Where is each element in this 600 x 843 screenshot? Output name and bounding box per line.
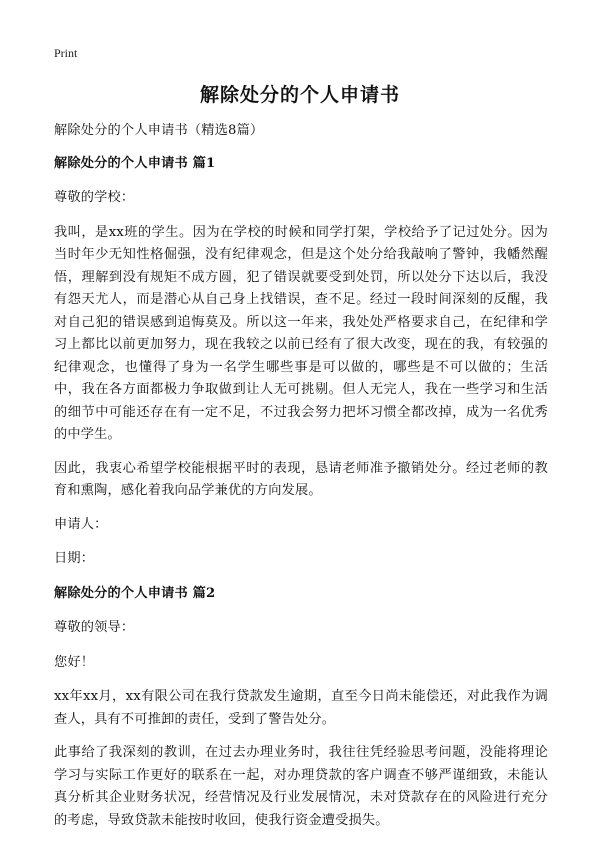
document-body — [54, 120, 548, 843]
applicant-label: 申请人： — [54, 516, 108, 532]
greeting: 您好！ — [54, 654, 95, 670]
date-label: 日期： — [54, 551, 95, 566]
body-paragraph: 因此，我衷心希望学校能根据平时的表现，恳请老师准予撤销处分。经过老师的教育和熏陶，感化着我向品学兼优的方向发展。 — [54, 460, 548, 498]
body-paragraph: xx年xx月，xx有限公司在我行贷款发生逾期，直至今日尚未能偿还，对此我作为调查人，具有不可推卸的责任，受到了警告处分。 — [54, 689, 548, 727]
body-paragraph: 我叫，是xx班的学生。因为在学校的时候和同学打架，学校给予了记过处分。因为当时年少无知性格倔强，没有纪律观念，但是这个处分给我敲响了警钟，我幡然醒悟，理解到没有规矩不成方圆，犯了错误就要受到处罚，所以处分下达以后，我没有怨天尤人，而是潜心从自己身上找错误，查不足。经过一段时间深刻的反醒，我对自己犯的错误感到追悔莫及。所以这一年来，我处处严格要求自己，在纪律和学习上都比以前更加努力，现在我较之以前已经有了很大改变，现在的我，有较强的纪律观念，也懂得了身为一名学生哪些事是可以做的，哪些是不可以做的；生活中，我在各方面都极力争取做到让人无可挑剔。但人无完人，我在一些学习和生活的细节中可能还存在有一定不足，不过我会努力把坏习惯全都改掉，成为一名优秀的中学生。 — [54, 224, 548, 442]
page-title: 解除处分的个人申请书 — [199, 84, 400, 106]
body-paragraph: 此事给了我深刻的教训，在过去办理业务时，我往往凭经验思考问题，没能将理论学习与实际工作更好的联系在一起，对办理贷款的客户调查不够严谨细致，未能认真分析其企业财务状况，经营情况及行业发展情况，未对贷款存在的风险进行充分的考虑，导致贷款未能按时收回，使我行资金遭受损失。 — [54, 745, 548, 828]
print-link[interactable]: Print — [54, 46, 78, 60]
document-subtitle: 解除处分的个人申请书（精选8篇） — [54, 123, 264, 138]
salutation: 尊敬的学校： — [54, 190, 135, 205]
section-heading: 解除处分的个人申请书 篇2 — [54, 585, 216, 601]
section-heading: 解除处分的个人申请书 篇1 — [54, 155, 216, 171]
salutation: 尊敬的领导： — [54, 620, 135, 635]
